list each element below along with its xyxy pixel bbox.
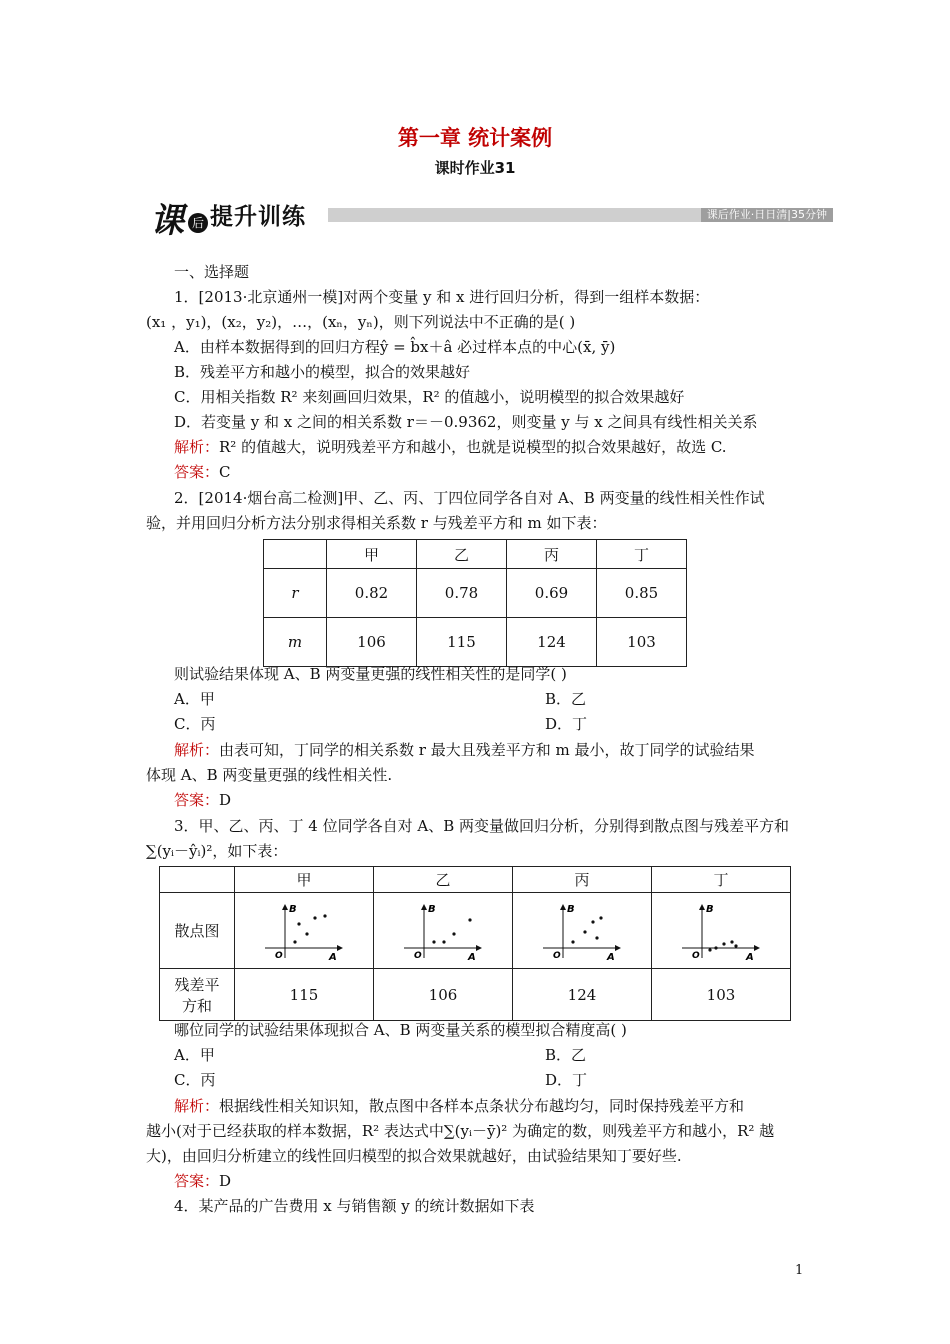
q1-answer-value: C — [219, 463, 231, 481]
scatter-point — [599, 916, 602, 919]
table-header: 甲 — [327, 540, 417, 569]
scatter-point — [305, 932, 308, 935]
scatter-point — [442, 940, 445, 943]
x-axis-arrow — [476, 945, 482, 951]
scatter-plot-ding — [676, 900, 766, 962]
origin-label: O — [275, 950, 283, 961]
table-cell: 0.78 — [417, 569, 507, 618]
origin-label: O — [692, 950, 700, 961]
table-row — [160, 893, 791, 969]
table-row — [160, 969, 791, 1021]
table-header: 丁 — [652, 867, 791, 893]
y-axis-arrow — [699, 904, 705, 910]
scatter-point — [714, 946, 717, 949]
scatter-point — [734, 944, 737, 947]
table-cell: 115 — [417, 618, 507, 667]
q3-option-c: C．丙 — [174, 1071, 216, 1089]
banner-title: 提升训练 — [210, 204, 306, 230]
axis-label-b: B — [706, 903, 714, 915]
q1-option-c: C．用相关指数 R² 来刻画回归效果，R² 的值越小，说明模型的拟合效果越好 — [174, 388, 685, 406]
table-header: 乙 — [374, 867, 513, 893]
table-header: 丙 — [513, 867, 652, 893]
axis-label-a: A — [607, 951, 615, 962]
scatter-plot-bing — [537, 900, 627, 962]
lesson-title: 课时作业31 — [434, 159, 516, 177]
banner-tag: 课后作业·日日清|35分钟 — [701, 208, 833, 222]
q3-analysis-text: 根据线性相关知识知，散点图中各样本点条状分布越均匀，同时保持残差平方和 — [219, 1097, 745, 1115]
x-axis-arrow — [337, 945, 343, 951]
table-header: 甲 — [235, 867, 374, 893]
q2-question: 则试验结果体现 A、B 两变量更强的线性相关性的是同学( ) — [174, 665, 567, 683]
scatter-point — [583, 930, 586, 933]
table-header: 乙 — [417, 540, 507, 569]
q1-stem-line2: (x₁ ，y₁)，(x₂，y₂)，…，(xₙ，yₙ)，则下列说法中不正确的是( ) — [146, 313, 576, 331]
q3-option-d: D．丁 — [545, 1071, 588, 1089]
y-axis-arrow — [421, 904, 427, 910]
row-label-line1: 残差平 — [174, 975, 220, 994]
table-header: 丁 — [597, 540, 687, 569]
table-row — [160, 867, 791, 893]
q1-analysis-text: R² 的值越大，说明残差平方和越小，也就是说模型的拟合效果越好，故选 C. — [219, 438, 727, 456]
q2-stem-line1: 2．[2014·烟台高二检测]甲、乙、丙、丁四位同学各自对 A、B 两变量的线性相关性作试 — [174, 489, 765, 507]
q3-table — [159, 866, 791, 1021]
q3-question: 哪位同学的试验结果体现拟合 A、B 两变量关系的模型拟合精度高( ) — [174, 1021, 627, 1039]
table-cell: 124 — [513, 969, 652, 1021]
scatter-point — [591, 920, 594, 923]
scatter-point — [571, 940, 574, 943]
scatter-point — [323, 914, 326, 917]
banner-bar — [328, 208, 833, 222]
table-cell — [374, 893, 513, 969]
q3-answer-value: D — [219, 1172, 232, 1190]
table-row — [264, 540, 687, 569]
scatter-point — [293, 940, 296, 943]
scatter-plot-yi — [398, 900, 488, 962]
scatter-point — [297, 922, 300, 925]
q2-option-a: A．甲 — [174, 690, 215, 708]
y-axis-arrow — [282, 904, 288, 910]
axis-label-a: A — [468, 951, 476, 962]
table-cell: 106 — [327, 618, 417, 667]
table-cell: 106 — [374, 969, 513, 1021]
q3-option-a: A．甲 — [174, 1046, 215, 1064]
y-axis-arrow — [560, 904, 566, 910]
q2-analysis-text: 由表可知，丁同学的相关系数 r 最大且残差平方和 m 最小，故丁同学的试验结果 — [219, 741, 755, 759]
page-number: 1 — [795, 1263, 804, 1278]
q3-analysis-line1 — [174, 1096, 744, 1116]
q3-analysis-line2: 越小(对于已经获取的样本数据，R² 表达式中∑(yᵢ－ȳ)² 为确定的数，则残差平方和越小，R² 越 — [146, 1122, 775, 1140]
q1-answer — [174, 462, 231, 482]
scatter-point — [468, 918, 471, 921]
q1-option-d: D．若变量 y 和 x 之间的相关系数 r＝－0.9362，则变量 y 与 x 之间具有线性相关关系 — [174, 413, 758, 431]
table-cell — [652, 893, 791, 969]
table-cell: 0.82 — [327, 569, 417, 618]
q3-stem-line1: 3．甲、乙、丙、丁 4 位同学各自对 A、B 两变量做回归分析，分别得到散点图与残差平方和 — [174, 817, 790, 835]
axis-label-a: A — [746, 951, 754, 962]
scatter-point — [708, 948, 711, 951]
scatter-point — [452, 932, 455, 935]
q2-answer — [174, 790, 231, 810]
origin-label: O — [414, 950, 422, 961]
q2-answer-value: D — [219, 791, 232, 809]
q3-answer — [174, 1171, 231, 1191]
scatter-point — [730, 940, 733, 943]
q2-analysis-line2: 体现 A、B 两变量更强的线性相关性. — [146, 766, 393, 784]
table-cell: 0.85 — [597, 569, 687, 618]
scatter-plot-jia — [259, 900, 349, 962]
q2-stem-line2: 验，并用回归分析方法分别求得相关系数 r 与残差平方和 m 如下表： — [146, 514, 607, 532]
q1-option-b: B．残差平方和越小的模型，拟合的效果越好 — [174, 363, 471, 381]
x-axis-arrow — [754, 945, 760, 951]
row-label-line2: 方和 — [181, 996, 212, 1015]
q3-analysis-label: 解析： — [174, 1097, 220, 1115]
table-cell — [513, 893, 652, 969]
q2-analysis-line1 — [174, 740, 755, 760]
q3-analysis-line3: 大)，由回归分析建立的线性回归模型的拟合效果就越好，由试验结果知丁要好些. — [146, 1147, 682, 1165]
table-cell: 103 — [597, 618, 687, 667]
scatter-point — [313, 916, 316, 919]
q2-option-c: C．丙 — [174, 715, 216, 733]
table-row — [264, 569, 687, 618]
q2-table — [263, 539, 687, 667]
q1-stem-line1: 1．[2013·北京通州一模]对两个变量 y 和 x 进行回归分析，得到一组样本数据： — [174, 288, 710, 306]
q1-analysis — [174, 437, 727, 457]
q1-answer-label: 答案： — [174, 463, 220, 481]
q2-option-b: B．乙 — [545, 690, 587, 708]
section-heading: 一、选择题 — [174, 263, 250, 281]
axis-label-b: B — [289, 903, 297, 915]
q1-option-a: A．由样本数据得到的回归方程ŷ = b̂x＋â 必过样本点的中心(x̄, ȳ) — [174, 338, 616, 356]
scatter-point — [722, 942, 725, 945]
x-axis-arrow — [615, 945, 621, 951]
banner-badge: 后 — [188, 213, 208, 233]
q3-stem-line2: ∑(yᵢ－ŷᵢ)²，如下表： — [146, 842, 288, 860]
table-cell: 0.69 — [507, 569, 597, 618]
q4-stem: 4．某产品的广告费用 x 与销售额 y 的统计数据如下表 — [174, 1197, 535, 1215]
table-cell: 124 — [507, 618, 597, 667]
q1-analysis-label: 解析： — [174, 438, 220, 456]
table-row-label: r — [264, 569, 327, 618]
table-row-label: m — [264, 618, 327, 667]
table-cell — [264, 540, 327, 569]
table-cell: 115 — [235, 969, 374, 1021]
table-cell — [160, 867, 235, 893]
q2-answer-label: 答案： — [174, 791, 220, 809]
chapter-title: 第一章 统计案例 — [397, 126, 553, 150]
table-cell: 103 — [652, 969, 791, 1021]
table-row-label — [160, 969, 235, 1021]
axis-label-b: B — [567, 903, 575, 915]
table-header: 丙 — [507, 540, 597, 569]
q2-option-d: D．丁 — [545, 715, 588, 733]
table-cell — [235, 893, 374, 969]
banner-char: 课 — [150, 201, 184, 241]
table-row-label: 散点图 — [160, 893, 235, 969]
scatter-point — [432, 940, 435, 943]
scatter-point — [595, 936, 598, 939]
axis-label-a: A — [329, 951, 337, 962]
q3-option-b: B．乙 — [545, 1046, 587, 1064]
q3-answer-label: 答案： — [174, 1172, 220, 1190]
q2-analysis-label: 解析： — [174, 741, 220, 759]
axis-label-b: B — [428, 903, 436, 915]
origin-label: O — [553, 950, 561, 961]
table-row — [264, 618, 687, 667]
